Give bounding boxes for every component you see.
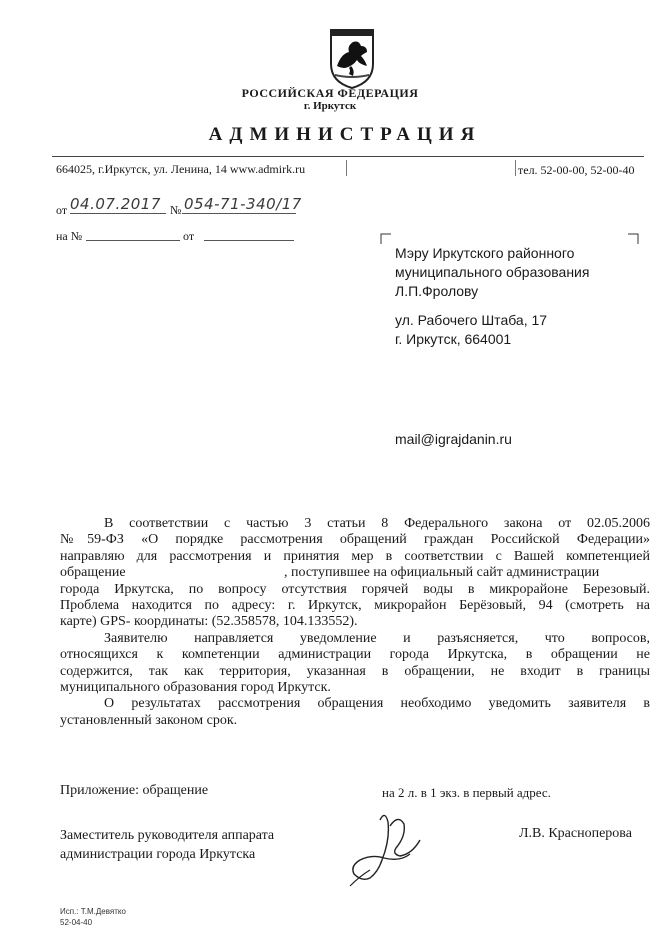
recipient-address-line: г. Иркутск, 664001: [395, 331, 512, 347]
organization-phone: тел. 52-00-00, 52-00-40: [518, 163, 635, 177]
signer-title: [60, 826, 274, 864]
body-line: направляю для рассмотрения и принятия мер в соответствии с Вашей компетенцией: [60, 548, 650, 564]
address-separator: [346, 160, 347, 176]
outgoing-date: 04.07.2017: [70, 195, 161, 213]
number-prefix: №: [170, 203, 182, 217]
country-name: РОССИЙСКАЯ ФЕДЕРАЦИЯ: [241, 86, 419, 100]
recipient-corner-left: [380, 233, 392, 245]
city-name: г. Иркутск: [303, 100, 357, 112]
number-underline: [182, 213, 296, 214]
signer-title-line: Заместитель руководителя аппарата: [60, 828, 275, 843]
body-fragment: , поступившее на официальный сайт администрации: [284, 565, 600, 581]
in-reply-prefix: на №: [56, 229, 83, 243]
phone-separator: [515, 160, 516, 176]
in-reply-number-line: [86, 240, 180, 241]
recipient-line: муниципального образования: [395, 264, 590, 280]
recipient-block: [395, 244, 589, 301]
signer-title-line: администрации города Иркутска: [60, 847, 256, 862]
body-line: В соответствии с частью 3 статьи 8 Федерального закона от 02.05.2006: [104, 516, 650, 531]
body-line: [60, 565, 650, 581]
coat-of-arms-icon: [327, 26, 377, 90]
letter-body: [60, 516, 650, 729]
recipient-corner-right: [627, 233, 639, 245]
organization-title: АДМИНИСТРАЦИЯ: [208, 124, 482, 145]
signature-icon: [340, 800, 440, 890]
recipient-address: [395, 311, 547, 349]
recipient-email: mail@igrajdanin.ru: [395, 431, 512, 447]
body-line: О результатах рассмотрения обращения необходимо уведомить заявителя в: [104, 696, 650, 712]
recipient-line: Мэру Иркутского районного: [395, 245, 575, 261]
body-line: относящихся к компетенции администрации города Иркутска, в обращении не: [60, 647, 650, 663]
body-line: города Иркутска, по вопросу отсутствия горячей воды в микрорайоне Березовый.: [60, 581, 650, 597]
body-line: установленный законом срок.: [60, 712, 238, 728]
executor-name: Исп.: Т.М.Девятко: [60, 907, 126, 916]
body-line: Заявителю направляется уведомление и разъясняется, что вопросов,: [104, 630, 650, 646]
outgoing-number: 054-71-340/17: [184, 195, 302, 213]
recipient-address-line: ул. Рабочего Штаба, 17: [395, 312, 548, 328]
date-underline: [70, 213, 166, 214]
body-line: Проблема находится по адресу: г. Иркутск, микрорайон Берёзовый, 94 (смотреть на: [60, 598, 650, 614]
body-line: муниципального образования город Иркутск.: [60, 680, 331, 696]
executor-phone: 52-04-40: [60, 918, 93, 927]
attachment-details: на 2 л. в 1 экз. в первый адрес.: [382, 785, 551, 800]
attachment-label: Приложение: обращение: [60, 783, 209, 798]
body-line: карте) GPS- координаты: (52.358578, 104.133552).: [60, 614, 358, 630]
body-line: содержится, так как территория, указанная в обращении, не входит в границы: [60, 663, 650, 679]
date-prefix: от: [56, 203, 68, 217]
in-reply-date-line: [204, 240, 294, 241]
body-line: №59-ФЗ «О порядке рассмотрения обращений граждан Российской Федерации»: [60, 532, 650, 548]
executor-info: [60, 906, 126, 928]
in-reply-date-prefix: от: [183, 229, 195, 243]
header-divider: [52, 156, 644, 157]
body-fragment: обращение: [60, 565, 126, 581]
organization-address: 664025, г.Иркутск, ул. Ленина, 14 www.admirk.ru: [56, 162, 306, 176]
recipient-line: Л.П.Фролову: [395, 283, 479, 299]
signer-name: Л.В. Красноперова: [519, 826, 632, 841]
